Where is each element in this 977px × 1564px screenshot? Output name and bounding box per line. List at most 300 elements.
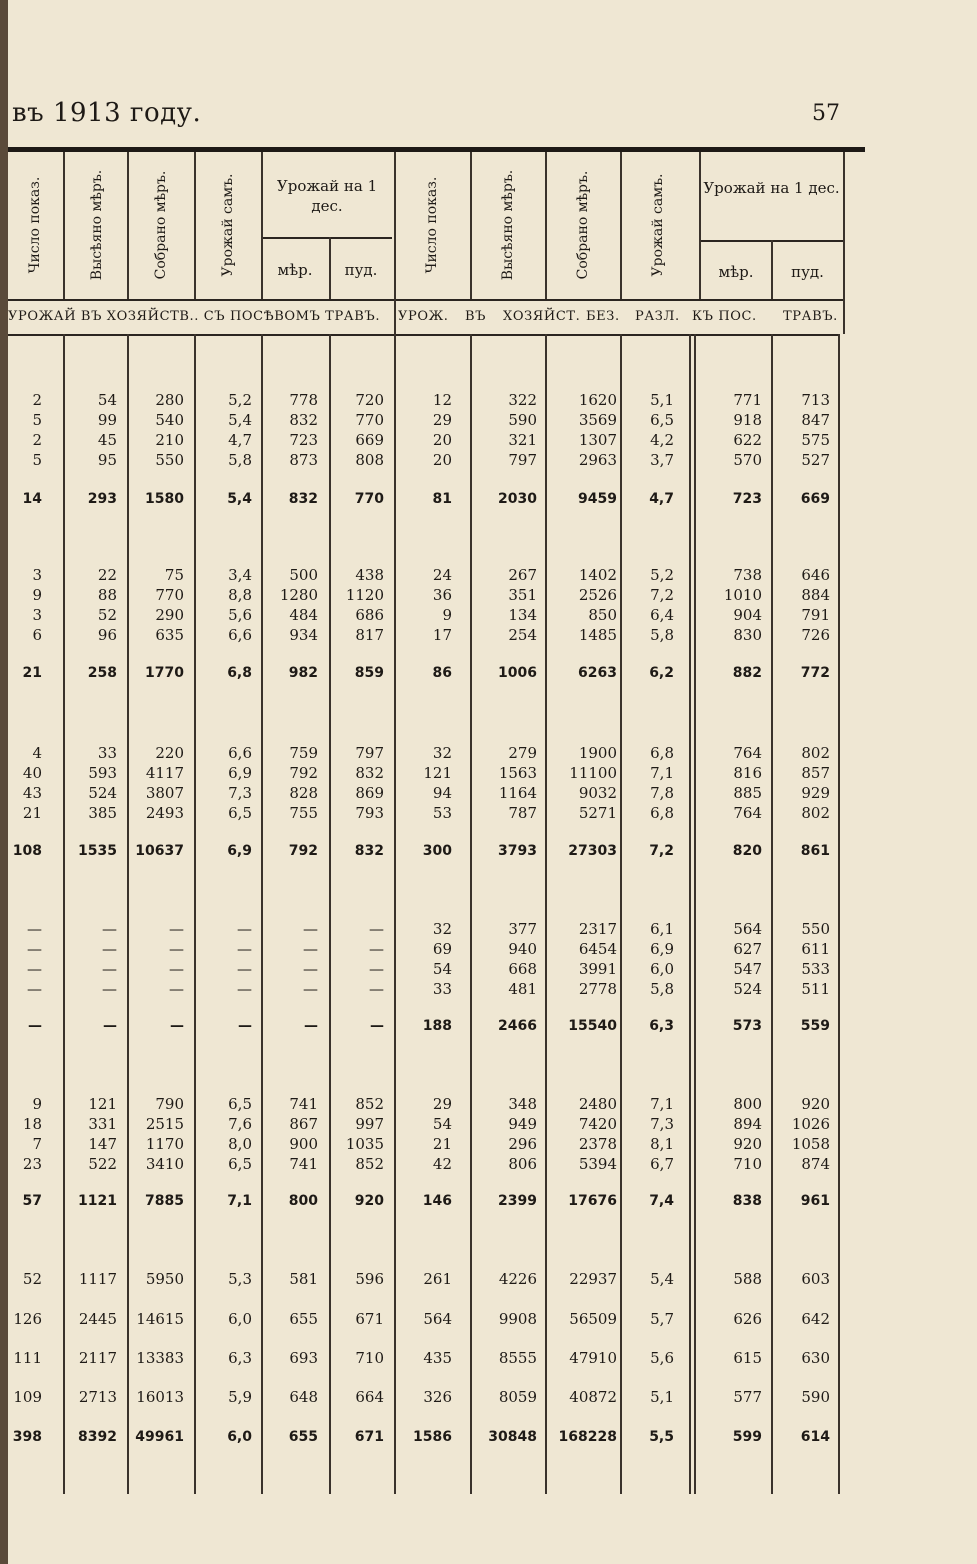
group-total-cell: 772: [800, 665, 830, 681]
table-row-cell: 75: [164, 566, 184, 584]
table-row-cell: 9: [442, 606, 452, 624]
table-row-cell: 32: [432, 744, 452, 762]
group-total-cell: —: [28, 1018, 42, 1034]
table-row-cell: 1485: [578, 626, 617, 644]
band-right-part-3: ХОЗЯЙСТ.: [503, 309, 581, 324]
table-row-cell: 755: [289, 804, 318, 822]
table-row-cell: 869: [355, 784, 384, 802]
table-row-cell: 4,2: [650, 431, 674, 449]
table-row-cell: 511: [801, 980, 830, 998]
table-row-cell: 635: [155, 626, 184, 644]
col-rule-right-edge: [838, 334, 840, 1494]
table-row-cell: 741: [289, 1155, 318, 1173]
table-row-cell: 18: [22, 1115, 42, 1133]
table-row-cell: 210: [155, 431, 184, 449]
col-rule: [620, 334, 622, 1494]
table-row-cell: 770: [155, 586, 184, 604]
table-row-cell: 5,1: [650, 391, 674, 409]
group-total-cell: 81: [432, 491, 452, 507]
table-row-cell: 4117: [145, 764, 184, 782]
table-row-cell: —: [27, 940, 42, 958]
table-row-cell: 6,9: [228, 764, 252, 782]
table-row-cell: 522: [88, 1155, 117, 1173]
summary-row-cell: 5,3: [228, 1270, 252, 1288]
table-row-cell: 5: [32, 451, 42, 469]
summary-row-cell: 6,3: [228, 1349, 252, 1367]
table-row-cell: 1120: [345, 586, 384, 604]
summary-row-cell: 126: [13, 1310, 42, 1328]
table-row-cell: 6,8: [650, 804, 674, 822]
group-total-cell: 2030: [498, 491, 537, 507]
col-rule: [63, 152, 65, 299]
table-row-cell: 847: [801, 411, 830, 429]
table-row-cell: 5,8: [650, 980, 674, 998]
col-rule: [689, 334, 691, 1494]
table-row-cell: 33: [97, 744, 117, 762]
band-right-part-1: УРОЖ.: [398, 309, 449, 324]
header-bottom-rule: [8, 299, 843, 301]
summary-row-cell: 52: [22, 1270, 42, 1288]
table-row-cell: —: [303, 920, 318, 938]
table-row-cell: 11100: [569, 764, 617, 782]
summary-row-cell: 261: [423, 1270, 452, 1288]
summary-row-cell: 693: [289, 1349, 318, 1367]
table-row-cell: 627: [733, 940, 762, 958]
table-row-cell: 713: [801, 391, 830, 409]
table-row-cell: —: [237, 920, 252, 938]
grand-total-cell: 1586: [413, 1429, 452, 1445]
band-bottom-rule: [8, 334, 840, 336]
summary-row-cell: 56509: [569, 1310, 617, 1328]
table-row-cell: —: [102, 920, 117, 938]
table-row-cell: 790: [155, 1095, 184, 1113]
table-row-cell: 524: [88, 784, 117, 802]
group-total-cell: 838: [732, 1193, 762, 1209]
col-rule: [261, 152, 263, 299]
table-row-cell: 920: [733, 1135, 762, 1153]
table-row-cell: —: [27, 980, 42, 998]
table-row-cell: —: [369, 960, 384, 978]
table-row-cell: 5,2: [650, 566, 674, 584]
table-row-cell: 1035: [345, 1135, 384, 1153]
table-row-cell: 6,5: [228, 1155, 252, 1173]
table-row-cell: 24: [432, 566, 452, 584]
table-row-cell: 3,7: [650, 451, 674, 469]
table-row-cell: 54: [432, 1115, 452, 1133]
table-row-cell: 134: [508, 606, 537, 624]
table-row-cell: 6,5: [228, 1095, 252, 1113]
table-row-cell: —: [102, 960, 117, 978]
group-total-cell: 293: [87, 491, 117, 507]
table-row-cell: 894: [733, 1115, 762, 1133]
header-urozhai-na-des-right: Урожай на 1 дес.: [703, 179, 840, 197]
table-row-cell: 816: [733, 764, 762, 782]
summary-row-cell: 630: [801, 1349, 830, 1367]
table-row-cell: —: [303, 940, 318, 958]
group-total-cell: 7,1: [227, 1193, 252, 1209]
table-row-cell: 764: [733, 804, 762, 822]
table-row-cell: —: [303, 980, 318, 998]
table-row-cell: 3569: [578, 411, 617, 429]
group-total-cell: 7,4: [649, 1193, 674, 1209]
table-row-cell: 2778: [578, 980, 617, 998]
group-total-cell: 3793: [498, 843, 537, 859]
table-row-cell: 7,3: [650, 1115, 674, 1133]
summary-row-cell: 5,7: [650, 1310, 674, 1328]
table-row-cell: 8,8: [228, 586, 252, 604]
summary-row-cell: 642: [801, 1310, 830, 1328]
table-row-cell: 817: [355, 626, 384, 644]
grand-total-cell: 49961: [135, 1429, 184, 1445]
group-total-cell: 14: [22, 491, 42, 507]
table-row-cell: 791: [801, 606, 830, 624]
summary-row-cell: 2117: [78, 1349, 117, 1367]
table-row-cell: 997: [355, 1115, 384, 1133]
table-row-cell: 1026: [791, 1115, 830, 1133]
header-vyseyano-left: Высѣяно мѣръ.: [89, 169, 105, 281]
table-row-cell: —: [237, 940, 252, 958]
band-right-part-5: РАЗЛ.: [635, 309, 680, 324]
group-total-cell: 1535: [78, 843, 117, 859]
group-total-cell: 7,2: [649, 843, 674, 859]
grand-total-cell: 30848: [488, 1429, 537, 1445]
table-row-cell: 147: [88, 1135, 117, 1153]
table-row-cell: 900: [289, 1135, 318, 1153]
table-row-cell: 527: [801, 451, 830, 469]
group-total-cell: 882: [732, 665, 762, 681]
col-rule: [771, 240, 773, 299]
table-row-cell: 220: [155, 744, 184, 762]
table-row-cell: 940: [508, 940, 537, 958]
group-total-cell: 9459: [578, 491, 617, 507]
table-row-cell: 6,0: [650, 960, 674, 978]
table-row-cell: 830: [733, 626, 762, 644]
summary-row-cell: 14615: [136, 1310, 184, 1328]
table-row-cell: 20: [432, 431, 452, 449]
table-row-cell: 6: [32, 626, 42, 644]
table-row-cell: 646: [801, 566, 830, 584]
table-row-cell: 593: [88, 764, 117, 782]
book-spine: [0, 0, 8, 1564]
table-row-cell: 1563: [498, 764, 537, 782]
table-row-cell: 793: [355, 804, 384, 822]
summary-row-cell: 5,4: [650, 1270, 674, 1288]
table-row-cell: 1170: [145, 1135, 184, 1153]
group-total-cell: 800: [288, 1193, 318, 1209]
table-row-cell: 2: [32, 431, 42, 449]
table-row-cell: 5,4: [228, 411, 252, 429]
table-row-cell: 438: [355, 566, 384, 584]
grand-total-cell: 599: [732, 1429, 762, 1445]
table-row-cell: 710: [733, 1155, 762, 1173]
table-row-cell: 280: [155, 391, 184, 409]
table-row-cell: —: [369, 940, 384, 958]
summary-row-cell: 588: [733, 1270, 762, 1288]
table-row-cell: 590: [508, 411, 537, 429]
table-row-cell: 3: [32, 606, 42, 624]
summary-row-cell: 8555: [498, 1349, 537, 1367]
table-row-cell: 6,6: [228, 744, 252, 762]
summary-row-cell: 664: [355, 1388, 384, 1406]
col-rule: [261, 334, 263, 1494]
table-row-cell: 6,5: [228, 804, 252, 822]
col-rule: [694, 334, 696, 1494]
band-right-part-4: БЕЗ.: [586, 309, 620, 324]
table-row-cell: 331: [88, 1115, 117, 1133]
table-row-cell: 22: [97, 566, 117, 584]
table-row-cell: 6,7: [650, 1155, 674, 1173]
summary-row-cell: 655: [289, 1310, 318, 1328]
table-row-cell: 321: [508, 431, 537, 449]
group-total-cell: 15540: [568, 1018, 617, 1034]
table-row-cell: 12: [432, 391, 452, 409]
summary-row-cell: 648: [289, 1388, 318, 1406]
table-row-cell: 5271: [578, 804, 617, 822]
summary-row-cell: 2445: [78, 1310, 117, 1328]
group-total-cell: 6,9: [227, 843, 252, 859]
table-row-cell: 1280: [279, 586, 318, 604]
group-total-cell: 4,7: [649, 491, 674, 507]
grand-total-cell: 8392: [78, 1429, 117, 1445]
group-total-cell: 6,8: [227, 665, 252, 681]
grand-total-cell: 614: [800, 1429, 830, 1445]
col-rule-right-edge: [843, 152, 845, 334]
group-total-cell: 1121: [78, 1193, 117, 1209]
table-row-cell: 99: [97, 411, 117, 429]
col-rule-middle: [394, 334, 396, 1494]
table-row-cell: 6,4: [650, 606, 674, 624]
table-row-cell: 720: [355, 391, 384, 409]
band-right-part-2: ВЪ: [465, 309, 487, 324]
summary-row-cell: 9908: [498, 1310, 537, 1328]
table-row-cell: 6,8: [650, 744, 674, 762]
top-rule: [8, 147, 865, 152]
table-row-cell: —: [237, 980, 252, 998]
col-rule: [771, 334, 773, 1494]
group-total-cell: 1580: [145, 491, 184, 507]
table-row-cell: 7,6: [228, 1115, 252, 1133]
table-row-cell: 802: [801, 804, 830, 822]
table-row-cell: 481: [508, 980, 537, 998]
group-total-cell: —: [370, 1018, 384, 1034]
table-row-cell: 290: [155, 606, 184, 624]
summary-row-cell: 13383: [136, 1349, 184, 1367]
grand-total-cell: 5,5: [649, 1429, 674, 1445]
table-row-cell: 1058: [791, 1135, 830, 1153]
table-row-cell: 1010: [723, 586, 762, 604]
summary-row-cell: 577: [733, 1388, 762, 1406]
table-row-cell: 5,2: [228, 391, 252, 409]
table-row-cell: 2493: [145, 804, 184, 822]
col-rule: [545, 334, 547, 1494]
summary-row-cell: 5,1: [650, 1388, 674, 1406]
group-total-cell: —: [304, 1018, 318, 1034]
table-row-cell: 7420: [578, 1115, 617, 1133]
group-total-cell: —: [103, 1018, 117, 1034]
table-row-cell: 2317: [578, 920, 617, 938]
group-total-cell: 770: [354, 491, 384, 507]
table-row-cell: 4,7: [228, 431, 252, 449]
group-total-cell: 1770: [145, 665, 184, 681]
col-rule: [620, 152, 622, 299]
table-row-cell: 254: [508, 626, 537, 644]
group-total-cell: 108: [12, 843, 42, 859]
page-number: 57: [812, 101, 840, 126]
table-row-cell: 929: [801, 784, 830, 802]
table-row-cell: 3,4: [228, 566, 252, 584]
table-row-cell: 2526: [578, 586, 617, 604]
table-row-cell: 524: [733, 980, 762, 998]
table-row-cell: 550: [155, 451, 184, 469]
table-row-cell: 267: [508, 566, 537, 584]
table-row-cell: 53: [432, 804, 452, 822]
table-row-cell: 741: [289, 1095, 318, 1113]
table-row-cell: 52: [97, 606, 117, 624]
table-row-cell: 575: [801, 431, 830, 449]
table-row-cell: 121: [88, 1095, 117, 1113]
table-row-cell: 296: [508, 1135, 537, 1153]
table-row-cell: 1900: [578, 744, 617, 762]
table-row-cell: 23: [22, 1155, 42, 1173]
table-row-cell: 540: [155, 411, 184, 429]
summary-row-cell: 16013: [136, 1388, 184, 1406]
group-total-cell: 6,3: [649, 1018, 674, 1034]
table-row-cell: 611: [801, 940, 830, 958]
table-row-cell: 322: [508, 391, 537, 409]
group-total-cell: 5,4: [227, 491, 252, 507]
table-row-cell: 9: [32, 1095, 42, 1113]
table-row-cell: 564: [733, 920, 762, 938]
group-total-cell: 723: [732, 491, 762, 507]
header-urozhai-sam-right: Урожай самъ.: [650, 173, 666, 277]
table-row-cell: 1402: [578, 566, 617, 584]
grand-total-cell: 6,0: [227, 1429, 252, 1445]
summary-row-cell: 47910: [569, 1349, 617, 1367]
table-row-cell: 1307: [578, 431, 617, 449]
summary-row-cell: 111: [13, 1349, 42, 1367]
table-row-cell: 2480: [578, 1095, 617, 1113]
group-total-cell: 6,2: [649, 665, 674, 681]
table-row-cell: 29: [432, 411, 452, 429]
table-row-cell: 738: [733, 566, 762, 584]
table-row-cell: 832: [355, 764, 384, 782]
table-row-cell: 351: [508, 586, 537, 604]
group-total-cell: 2399: [498, 1193, 537, 1209]
summary-row-cell: 710: [355, 1349, 384, 1367]
table-row-cell: 800: [733, 1095, 762, 1113]
table-row-cell: 792: [289, 764, 318, 782]
table-row-cell: 6454: [578, 940, 617, 958]
table-row-cell: 802: [801, 744, 830, 762]
col-rule: [470, 152, 472, 299]
summary-row-cell: 590: [801, 1388, 830, 1406]
group-total-cell: 859: [354, 665, 384, 681]
summary-row-cell: 671: [355, 1310, 384, 1328]
header-urozhai-na-des-left: Урожай на 1 дес.: [276, 177, 378, 215]
group-total-cell: 21: [22, 665, 42, 681]
col-rule: [470, 334, 472, 1494]
table-row-cell: 21: [432, 1135, 452, 1153]
table-row-cell: —: [303, 960, 318, 978]
table-row-cell: 17: [432, 626, 452, 644]
header-urozhai-sam-left: Урожай самъ.: [220, 173, 236, 277]
summary-row-cell: 5,6: [650, 1349, 674, 1367]
header-mer-right: мѣр.: [718, 263, 754, 281]
table-row-cell: 533: [801, 960, 830, 978]
table-row-cell: 20: [432, 451, 452, 469]
table-row-cell: 5,6: [228, 606, 252, 624]
col-rule: [545, 152, 547, 299]
table-row-cell: 54: [432, 960, 452, 978]
header-mer-left: мѣр.: [277, 261, 313, 279]
table-row-cell: —: [237, 960, 252, 978]
table-row-cell: 771: [733, 391, 762, 409]
group-total-cell: 982: [288, 665, 318, 681]
table-row-cell: 40: [22, 764, 42, 782]
table-row-cell: 7,8: [650, 784, 674, 802]
group-total-cell: 832: [354, 843, 384, 859]
summary-row-cell: 22937: [569, 1270, 617, 1288]
table-row-cell: 5394: [578, 1155, 617, 1173]
summary-row-cell: 615: [733, 1349, 762, 1367]
table-row-cell: 8,1: [650, 1135, 674, 1153]
summary-row-cell: 326: [423, 1388, 452, 1406]
table-row-cell: —: [102, 980, 117, 998]
table-row-cell: 96: [97, 626, 117, 644]
table-row-cell: 54: [97, 391, 117, 409]
group-total-cell: 559: [800, 1018, 830, 1034]
table-row-cell: 547: [733, 960, 762, 978]
table-row-cell: 95: [97, 451, 117, 469]
grand-total-cell: 671: [354, 1429, 384, 1445]
col-rule: [127, 334, 129, 1494]
summary-row-cell: 6,0: [228, 1310, 252, 1328]
summary-row-cell: 40872: [569, 1388, 617, 1406]
table-row-cell: —: [369, 920, 384, 938]
table-row-cell: —: [169, 980, 184, 998]
table-row-cell: 873: [289, 451, 318, 469]
table-row-cell: 4: [32, 744, 42, 762]
summary-row-cell: 596: [355, 1270, 384, 1288]
table-row-cell: 88: [97, 586, 117, 604]
header-pud-right: пуд.: [791, 263, 824, 281]
group-total-cell: —: [238, 1018, 252, 1034]
table-row-cell: 832: [289, 411, 318, 429]
table-row-cell: 42: [432, 1155, 452, 1173]
table-row-cell: 885: [733, 784, 762, 802]
group-total-cell: 2466: [498, 1018, 537, 1034]
table-row-cell: —: [169, 940, 184, 958]
header-chislo-pokaz-right: Число показ.: [424, 176, 440, 274]
table-row-cell: 94: [432, 784, 452, 802]
table-row-cell: 2378: [578, 1135, 617, 1153]
table-row-cell: 1620: [578, 391, 617, 409]
header-sobrano-right: Собрано мѣръ.: [575, 170, 591, 280]
group-total-cell: 300: [422, 843, 452, 859]
summary-row-cell: 435: [423, 1349, 452, 1367]
band-label-left: УРОЖАЙ ВЪ ХОЗЯЙСТВ.. СЪ ПОСѢВОМЪ ТРАВЪ.: [8, 309, 381, 324]
table-row-cell: 9: [32, 586, 42, 604]
summary-row-cell: 8059: [498, 1388, 537, 1406]
table-row-cell: 29: [432, 1095, 452, 1113]
table-row-cell: 759: [289, 744, 318, 762]
summary-row-cell: 109: [13, 1388, 42, 1406]
table-row-cell: 778: [289, 391, 318, 409]
table-row-cell: 918: [733, 411, 762, 429]
table-row-cell: 121: [423, 764, 452, 782]
table-row-cell: 8,0: [228, 1135, 252, 1153]
group-total-cell: 258: [87, 665, 117, 681]
